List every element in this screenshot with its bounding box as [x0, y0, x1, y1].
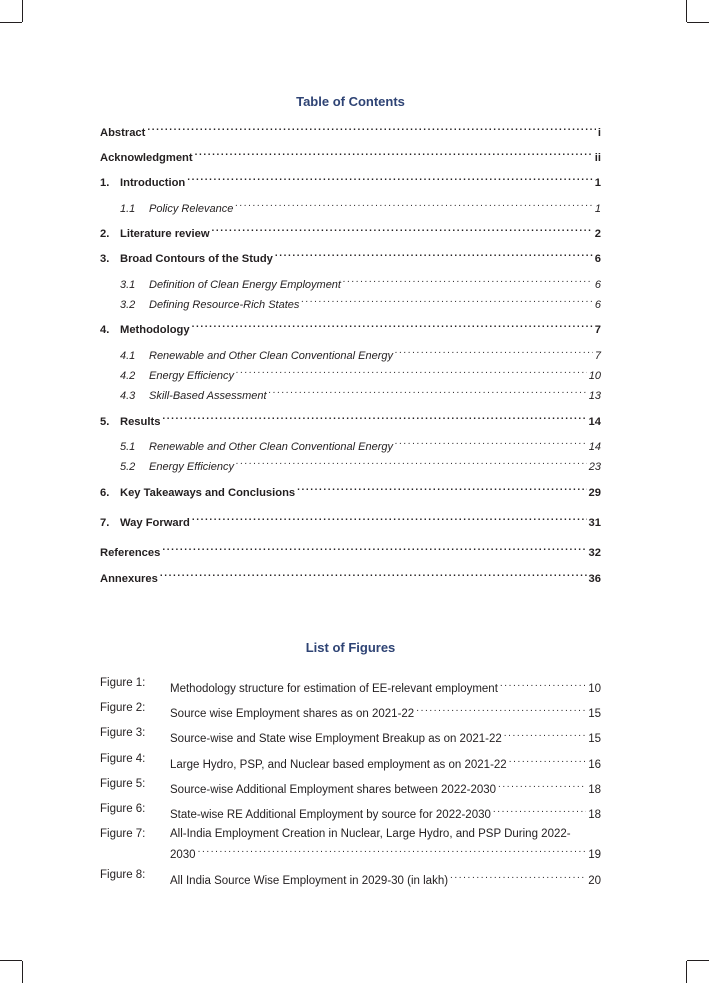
figures-title: List of Figures: [305, 640, 396, 655]
toc-entry-page: ii: [594, 152, 601, 164]
figure-number: Figure 2:: [100, 702, 146, 714]
toc-entry-label: Way Forward: [120, 517, 190, 529]
toc-entry-page: 14: [588, 416, 601, 428]
toc-title: Table of Contents: [296, 94, 405, 109]
toc-subentry[interactable]: [100, 363, 601, 382]
toc-entry[interactable]: [100, 221, 601, 240]
crop-mark-bottom-left-h: [0, 960, 22, 961]
toc-entry-label: Energy Efficiency: [149, 370, 234, 382]
crop-mark-top-left-v: [22, 0, 23, 22]
toc-entry[interactable]: [100, 566, 601, 585]
crop-mark-bottom-left-v: [22, 961, 23, 983]
toc-subentry[interactable]: [100, 454, 601, 473]
toc-entry-label: Energy Efficiency: [149, 461, 234, 473]
toc-entry-page: 29: [588, 487, 601, 499]
toc-entry-page: i: [597, 127, 601, 139]
toc-entry-number: 3.: [100, 253, 110, 265]
crop-mark-bottom-right-v: [686, 961, 687, 983]
toc-entry-page: 23: [588, 461, 601, 473]
figure-number: Figure 5:: [100, 778, 146, 790]
figure-number: Figure 7:: [100, 828, 146, 840]
figure-number: Figure 4:: [100, 753, 146, 765]
figure-number: Figure 1:: [100, 677, 146, 689]
toc-entry-label: Renewable and Other Clean Conventional Energy: [149, 441, 393, 453]
toc-entry-page: 2: [594, 228, 601, 240]
crop-mark-bottom-right-h: [687, 960, 709, 961]
figure-label-continued: 2030: [170, 849, 196, 861]
toc-entry-page: 6: [594, 279, 601, 291]
toc-entry[interactable]: [100, 170, 601, 189]
figure-page: 18: [588, 809, 601, 821]
figure-page: 15: [588, 708, 601, 720]
toc-entry[interactable]: [100, 120, 601, 139]
figure-number: Figure 6:: [100, 803, 146, 815]
toc-entry-page: 14: [588, 441, 601, 453]
toc-entry[interactable]: [100, 317, 601, 336]
figure-number: Figure 3:: [100, 727, 146, 739]
toc-entry-number: 4.1: [120, 350, 136, 362]
toc-entry-page: 7: [594, 324, 601, 336]
figure-entry[interactable]: [100, 777, 601, 796]
toc-entry-label: References: [100, 547, 161, 559]
toc-subentry[interactable]: [100, 343, 601, 362]
toc-entry-label: Introduction: [120, 177, 186, 189]
toc-entry[interactable]: [100, 409, 601, 428]
toc-entry-page: 36: [588, 573, 601, 585]
toc-entry[interactable]: [100, 510, 601, 529]
crop-mark-top-left-h: [0, 22, 22, 23]
crop-mark-top-right-v: [686, 0, 687, 22]
toc-entry-label: Renewable and Other Clean Conventional Energy: [149, 350, 393, 362]
toc-entry-number: 4.2: [120, 370, 136, 382]
toc-entry-label: Annexures: [100, 573, 158, 585]
toc-subentry[interactable]: [100, 292, 601, 311]
toc-subentry[interactable]: [100, 196, 601, 215]
toc-entry-page: 7: [594, 350, 601, 362]
figure-page: 15: [588, 733, 601, 745]
toc-entry-label: Literature review: [120, 228, 210, 240]
figure-entry[interactable]: [100, 726, 601, 745]
toc-entry-number: 5.1: [120, 441, 136, 453]
toc-entry-label: Methodology: [120, 324, 190, 336]
toc-entry-number: 5.: [100, 416, 110, 428]
toc-entry-number: 2.: [100, 228, 110, 240]
figure-label: Large Hydro, PSP, and Nuclear based employment as on 2021-22: [170, 759, 507, 771]
figure-label: Source wise Employment shares as on 2021-22: [170, 708, 415, 720]
toc-entry-number: 3.1: [120, 279, 136, 291]
figure-label: All India Source Wise Employment in 2029-30 (in lakh): [170, 875, 449, 887]
figure-entry[interactable]: [100, 752, 601, 771]
toc-entry-label: Broad Contours of the Study: [120, 253, 273, 265]
toc-entry-page: 6: [594, 253, 601, 265]
figure-entry[interactable]: [100, 827, 601, 859]
toc-entry-page: 31: [588, 517, 601, 529]
toc-subentry[interactable]: [100, 272, 601, 291]
toc-entry-label: Policy Relevance: [149, 203, 234, 215]
toc-entry-number: 6.: [100, 487, 110, 499]
figure-label: Source-wise and State wise Employment Breakup as on 2021-22: [170, 733, 502, 745]
toc-entry-page: 1: [594, 177, 601, 189]
figure-page: 18: [588, 784, 601, 796]
toc-entry-number: 4.: [100, 324, 110, 336]
toc-entry-page: 10: [588, 370, 601, 382]
figure-page: 19: [588, 849, 601, 861]
figure-page: 16: [588, 759, 601, 771]
toc-entry-number: 5.2: [120, 461, 136, 473]
figure-number: Figure 8:: [100, 869, 146, 881]
toc-entry-number: 7.: [100, 517, 110, 529]
toc-entry-label: Skill-Based Assessment: [149, 390, 267, 402]
toc-entry-number: 4.3: [120, 390, 136, 402]
figure-label: Methodology structure for estimation of EE-relevant employment: [170, 683, 498, 695]
toc-entry-label: Acknowledgment: [100, 152, 193, 164]
figure-label: State-wise RE Additional Employment by source for 2022-2030: [170, 809, 491, 821]
toc-entry-number: 1.: [100, 177, 110, 189]
toc-entry-page: 6: [594, 299, 601, 311]
figure-entry[interactable]: [100, 802, 601, 821]
toc-entry-label: Key Takeaways and Conclusions: [120, 487, 296, 499]
toc-subentry[interactable]: [100, 383, 601, 402]
toc-entry-label: Defining Resource-Rich States: [149, 299, 300, 311]
figure-entry[interactable]: [100, 676, 601, 695]
toc-entry[interactable]: [100, 246, 601, 265]
toc-subentry[interactable]: [100, 434, 601, 453]
figure-page: 10: [588, 683, 601, 695]
figure-entry[interactable]: [100, 868, 601, 887]
toc-entry-label: Abstract: [100, 127, 146, 139]
crop-mark-top-right-h: [687, 22, 709, 23]
toc-entry[interactable]: [100, 480, 601, 499]
toc-entry-label: Results: [120, 416, 161, 428]
figure-label: Source-wise Additional Employment shares between 2022-2030: [170, 784, 497, 796]
figure-label: All-India Employment Creation in Nuclear, Large Hydro, and PSP During 2022-: [170, 828, 571, 840]
toc-entry-page: 13: [588, 390, 601, 402]
figure-page: 20: [588, 875, 601, 887]
toc-entry-number: 3.2: [120, 299, 136, 311]
toc-entry-label: Definition of Clean Energy Employment: [149, 279, 341, 291]
toc-entry-page: 32: [588, 547, 601, 559]
toc-entry[interactable]: [100, 540, 601, 559]
toc-entry-page: 1: [594, 203, 601, 215]
toc-entry[interactable]: [100, 145, 601, 164]
toc-entry-number: 1.1: [120, 203, 136, 215]
figure-entry[interactable]: [100, 701, 601, 720]
